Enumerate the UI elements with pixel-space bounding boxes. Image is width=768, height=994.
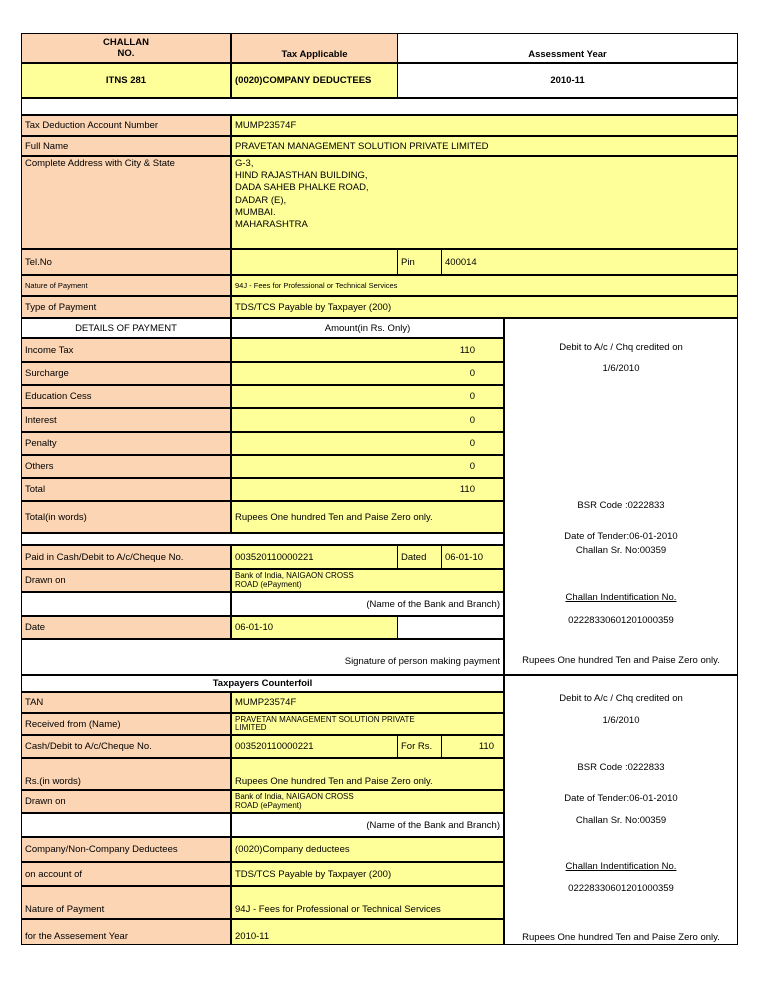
address-line: G-3, <box>235 158 254 169</box>
challan-no-header <box>21 33 231 63</box>
pin-label: Pin <box>397 249 442 275</box>
address-line: MUMBAI. <box>235 206 276 218</box>
cin-label: Challan Indentification No. <box>565 592 677 603</box>
cf-nature-label: Nature of Payment <box>21 886 231 919</box>
payment-row-label: Education Cess <box>21 385 231 408</box>
cf-drawn-line: ROAD (ePayment) <box>235 800 302 810</box>
payment-row-label: Total <box>21 478 231 501</box>
details-header: DETAILS OF PAYMENT <box>21 318 231 338</box>
cf-received-label: Received from (Name) <box>21 713 231 735</box>
type-value: TDS/TCS Payable by Taxpayer (200) <box>231 296 738 318</box>
cf-drawn-line: Bank of India, NAIGAON CROSS <box>235 792 354 801</box>
payment-row-value: 0 <box>231 432 504 455</box>
cf-received-line: LIMITED <box>235 723 267 732</box>
signature-note: Signature of person making payment <box>21 639 504 675</box>
challan-label-line: NO. <box>117 48 135 59</box>
address-label: Complete Address with City & State <box>21 156 231 249</box>
address-line: HIND RAJASTHAN BUILDING, <box>235 170 368 182</box>
tan-value: MUMP23574F <box>231 115 738 136</box>
paid-label: Paid in Cash/Debit to A/c/Cheque No. <box>21 545 231 569</box>
payment-row-value: 110 <box>231 338 504 362</box>
challan-sr: Challan Sr. No:00359 <box>575 545 667 556</box>
amount-header: Amount(in Rs. Only) <box>231 318 504 338</box>
cf-nature-value: 94J - Fees for Professional or Technical Services <box>231 886 504 919</box>
cf-received-line: PRAVETAN MANAGEMENT SOLUTION PRIVATE <box>235 714 415 724</box>
cf-drawn-value <box>231 790 504 813</box>
cf-challan-sr: Challan Sr. No:00359 <box>575 815 667 826</box>
cf-tan-value: MUMP23574F <box>231 692 504 713</box>
cf-cin-label: Challan Indentification No. <box>565 861 677 872</box>
cf-cash-label: Cash/Debit to A/c/Cheque No. <box>21 735 231 758</box>
tax-applicable-header: Tax Applicable <box>231 33 398 63</box>
drawn-on-line: Bank of India, NAIGAON CROSS <box>235 571 354 580</box>
bank-side-panel <box>504 318 738 675</box>
cf-account-value: TDS/TCS Payable by Taxpayer (200) <box>231 862 504 886</box>
debit-date: 1/6/2010 <box>602 363 640 374</box>
tel-value <box>231 249 398 275</box>
drawn-on-label: Drawn on <box>21 569 231 592</box>
full-name-value: PRAVETAN MANAGEMENT SOLUTION PRIVATE LIMITED <box>231 136 738 156</box>
type-label: Type of Payment <box>21 296 231 318</box>
debit-label: Debit to A/c / Chq credited on <box>559 342 683 353</box>
payment-row-value: 0 <box>231 408 504 432</box>
blank-cell <box>21 592 231 616</box>
tel-label: Tel.No <box>21 249 231 275</box>
drawn-on-value <box>231 569 504 592</box>
challan-label-line: CHALLAN <box>103 37 149 48</box>
cf-bank-branch-note: (Name of the Bank and Branch) <box>231 813 504 837</box>
date-label: Date <box>21 616 231 639</box>
cf-debit-date: 1/6/2010 <box>602 715 640 726</box>
cf-date-of-tender: Date of Tender:06-01-2010 <box>564 793 678 804</box>
paid-value: 003520110000221 <box>231 545 398 569</box>
cf-year-label: for the Assesement Year <box>21 919 231 945</box>
dated-value: 06-01-10 <box>441 545 504 569</box>
payment-row-value: 0 <box>231 362 504 385</box>
payment-row-value: 110 <box>231 478 504 501</box>
payment-row-value: 0 <box>231 385 504 408</box>
pin-value: 400014 <box>441 249 738 275</box>
cf-cash-value: 003520110000221 <box>231 735 398 758</box>
cf-year-value: 2010-11 <box>231 919 504 945</box>
counterfoil-title: Taxpayers Counterfoil <box>21 675 504 692</box>
bsr-code: BSR Code :0222833 <box>577 500 665 511</box>
spacer-row <box>21 98 738 115</box>
assessment-year-header: Assessment Year <box>397 33 738 63</box>
amount-words: Rupees One hundred Ten and Paise Zero only. <box>522 655 720 666</box>
dated-label: Dated <box>397 545 442 569</box>
nature-label: Nature of Payment <box>21 275 231 296</box>
assessment-year-value: 2010-11 <box>397 63 738 98</box>
challan-no-value: ITNS 281 <box>21 63 231 98</box>
spacer-row <box>21 533 504 545</box>
cf-words-label: Rs.(in words) <box>21 758 231 790</box>
address-line: DADA SAHEB PHALKE ROAD, <box>235 182 369 194</box>
tan-label: Tax Deduction Account Number <box>21 115 231 136</box>
total-words-label: Total(in words) <box>21 501 231 533</box>
payment-row-label: Surcharge <box>21 362 231 385</box>
cf-company-label: Company/Non-Company Deductees <box>21 837 231 862</box>
cf-for-rs-label: For Rs. <box>397 735 442 758</box>
cf-for-rs-value: 110 <box>441 735 504 758</box>
cf-debit-label: Debit to A/c / Chq credited on <box>559 693 683 704</box>
payment-row-label: Others <box>21 455 231 478</box>
cin-value: 02228330601201000359 <box>568 615 674 626</box>
date-value: 06-01-10 <box>231 616 398 639</box>
cf-account-label: on account of <box>21 862 231 886</box>
nature-value: 94J - Fees for Professional or Technical Services <box>231 275 738 296</box>
cf-company-value: (0020)Company deductees <box>231 837 504 862</box>
blank-cell <box>397 616 504 639</box>
tax-applicable-value: (0020)COMPANY DEDUCTEES <box>231 63 398 98</box>
payment-row-label: Income Tax <box>21 338 231 362</box>
cf-received-value <box>231 713 504 735</box>
cf-cin-value: 02228330601201000359 <box>568 883 674 894</box>
blank-cell <box>21 813 231 837</box>
payment-row-value: 0 <box>231 455 504 478</box>
cf-amount-words: Rupees One hundred Ten and Paise Zero only. <box>522 932 720 943</box>
cf-bank-side-panel <box>504 675 738 945</box>
cf-words-value: Rupees One hundred Ten and Paise Zero only. <box>231 758 504 790</box>
cf-drawn-label: Drawn on <box>21 790 231 813</box>
date-of-tender: Date of Tender:06-01-2010 <box>564 531 678 542</box>
payment-row-label: Interest <box>21 408 231 432</box>
address-value <box>231 156 738 249</box>
cf-bsr-code: BSR Code :0222833 <box>577 762 665 773</box>
address-line: MAHARASHTRA <box>235 219 308 231</box>
payment-row-label: Penalty <box>21 432 231 455</box>
drawn-on-line: ROAD (ePayment) <box>235 579 302 589</box>
bank-branch-note: (Name of the Bank and Branch) <box>231 592 504 616</box>
full-name-label: Full Name <box>21 136 231 156</box>
cf-tan-label: TAN <box>21 692 231 713</box>
address-line: DADAR (E), <box>235 194 287 206</box>
total-words-value: Rupees One hundred Ten and Paise Zero only. <box>231 501 504 533</box>
